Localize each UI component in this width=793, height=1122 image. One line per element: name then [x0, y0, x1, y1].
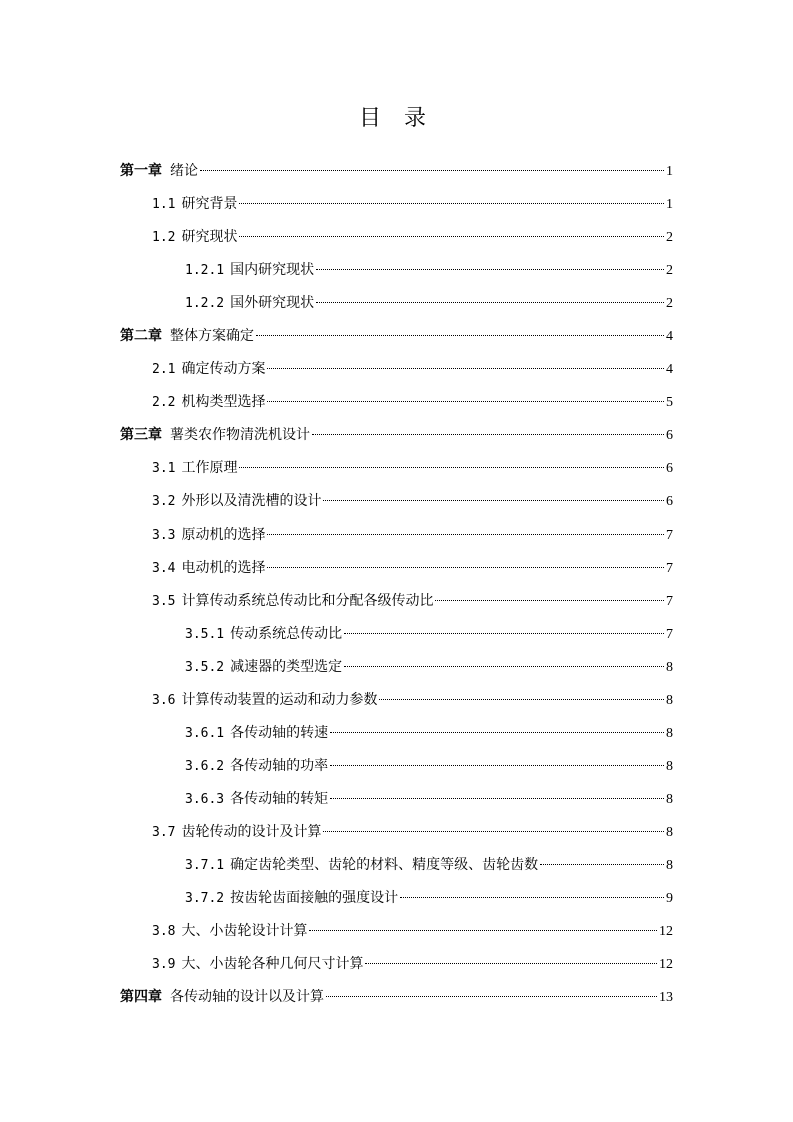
- dot-leader: [330, 765, 664, 766]
- toc-entry[interactable]: [120, 519, 673, 552]
- dot-leader: [267, 534, 664, 535]
- toc-entry-number: 3.6.3: [185, 791, 225, 807]
- dot-leader: [344, 633, 664, 634]
- toc-entry-number: 3.4: [152, 560, 176, 576]
- dot-leader: [267, 368, 664, 369]
- dot-leader: [239, 203, 664, 204]
- toc-entry-page-number: 6: [666, 461, 673, 477]
- toc-entry-page-number: 1: [666, 164, 673, 179]
- toc-entry-number: 3.7.2: [185, 891, 225, 907]
- toc-entry-page-number: 6: [666, 428, 673, 444]
- page-title: 目 录: [359, 106, 434, 131]
- toc-entry-title: 研究背景: [181, 196, 238, 213]
- toc-entry-title: 计算传动系统总传动比和分配各级传动比: [181, 592, 434, 609]
- toc-entry-number: 3.5: [152, 593, 176, 609]
- toc-entry-number: 1.2.2: [185, 296, 225, 312]
- toc-entry[interactable]: [120, 750, 673, 783]
- toc-entry-page-number: 13: [659, 990, 673, 1006]
- toc-entry-number: 3.5.1: [185, 626, 225, 642]
- dot-leader: [267, 401, 664, 402]
- toc-entry-title: 原动机的选择: [181, 526, 266, 543]
- toc-entry-page-number: 2: [666, 296, 673, 312]
- toc-entry-title: 齿轮传动的设计及计算: [181, 823, 322, 840]
- dot-leader: [316, 269, 664, 270]
- toc-entry-title: 按齿轮齿面接触的强度设计: [230, 890, 399, 907]
- toc-entry-title: 确定传动方案: [181, 361, 266, 378]
- toc-entry-title: 机构类型选择: [181, 394, 266, 411]
- toc-entry-number: 1.2.1: [185, 263, 225, 279]
- toc-entry-page-number: 1: [666, 197, 673, 213]
- dot-leader: [323, 500, 664, 501]
- toc-entry-page-number: 2: [666, 230, 673, 246]
- toc-entry-title: 确定齿轮类型、齿轮的材料、精度等级、齿轮齿数: [230, 856, 539, 873]
- toc-entry-title: 国内研究现状: [230, 262, 315, 279]
- toc-entry[interactable]: [120, 552, 673, 585]
- toc-entry[interactable]: [120, 981, 673, 1014]
- toc-entry-page-number: 8: [666, 725, 673, 741]
- toc-entry-page-number: 7: [666, 527, 673, 543]
- toc-entry-number: 3.6.2: [185, 758, 225, 774]
- toc-entry-page-number: 8: [666, 758, 673, 774]
- toc-entry-page-number: 8: [666, 857, 673, 873]
- dot-leader: [316, 302, 664, 303]
- toc-entry-number: 3.1: [152, 461, 176, 477]
- toc-entry-title: 研究现状: [181, 229, 238, 246]
- toc-entry-page-number: 8: [666, 692, 673, 708]
- toc-entry-page-number: 4: [666, 329, 673, 345]
- dot-leader: [309, 930, 657, 931]
- toc-entry-title: 各传动轴的转矩: [230, 790, 329, 807]
- toc-entry[interactable]: [120, 849, 673, 882]
- toc-entry-page-number: 8: [666, 824, 673, 840]
- toc-entry[interactable]: [120, 684, 673, 717]
- toc-entry[interactable]: [120, 717, 673, 750]
- dot-leader: [540, 864, 664, 865]
- toc-entry-title: 大、小齿轮设计计算: [181, 923, 308, 940]
- toc-entry[interactable]: [120, 915, 673, 948]
- toc-entry-number: 3.6.1: [185, 725, 225, 741]
- toc-entry-number: 2.2: [152, 395, 176, 411]
- toc-entry[interactable]: [120, 221, 673, 254]
- toc-entry-number: 1.2: [152, 230, 176, 246]
- toc-entry-page-number: 8: [666, 659, 673, 675]
- toc-entry[interactable]: [120, 618, 673, 651]
- toc-entry-page-number: 4: [666, 362, 673, 378]
- toc-entry-title: 各传动轴的设计以及计算: [170, 989, 324, 1006]
- dot-leader: [200, 170, 664, 171]
- toc-entry-number: 第二章: [120, 328, 162, 345]
- toc-entry-number: 3.3: [152, 527, 176, 543]
- dot-leader: [330, 732, 664, 733]
- dot-leader: [256, 335, 664, 336]
- toc-entry-page-number: 8: [666, 791, 673, 807]
- toc-entry[interactable]: [120, 783, 673, 816]
- dot-leader: [312, 434, 664, 435]
- toc-entry-number: 第一章: [120, 163, 162, 179]
- toc-entry[interactable]: [120, 651, 673, 684]
- toc-entry-number: 3.7: [152, 824, 176, 840]
- toc-entry-title: 外形以及清洗槽的设计: [181, 493, 322, 510]
- toc-entry-number: 第四章: [120, 989, 162, 1006]
- dot-leader: [344, 666, 664, 667]
- toc-entry-title: 传动系统总传动比: [230, 625, 343, 642]
- toc-entry-title: 计算传动装置的运动和动力参数: [181, 691, 378, 708]
- dot-leader: [239, 467, 664, 468]
- toc-entry-number: 3.2: [152, 494, 176, 510]
- toc-entry-page-number: 12: [659, 924, 673, 940]
- toc-entry-page-number: 7: [666, 593, 673, 609]
- toc-entry[interactable]: [120, 188, 673, 221]
- toc-entry-title: 减速器的类型选定: [230, 658, 343, 675]
- toc-entry[interactable]: [120, 386, 673, 419]
- toc-entry[interactable]: [120, 254, 673, 287]
- toc-entry[interactable]: [120, 816, 673, 849]
- toc-entry-page-number: 7: [666, 560, 673, 576]
- toc-entry-page-number: 12: [659, 957, 673, 973]
- toc-entry-title: 整体方案确定: [170, 328, 254, 345]
- toc-entry-number: 3.9: [152, 957, 176, 973]
- toc-entry[interactable]: [120, 452, 673, 485]
- toc-entry[interactable]: [120, 948, 673, 981]
- dot-leader: [435, 600, 664, 601]
- toc-entry-title: 各传动轴的转速: [230, 724, 329, 741]
- toc-entry[interactable]: [120, 882, 673, 915]
- toc-entry-page-number: 6: [666, 494, 673, 510]
- table-of-contents: [120, 155, 673, 1014]
- toc-entry[interactable]: [120, 419, 673, 452]
- toc-entry[interactable]: [120, 585, 673, 618]
- toc-entry-page-number: 7: [666, 626, 673, 642]
- toc-entry[interactable]: [120, 353, 673, 386]
- toc-entry[interactable]: [120, 320, 673, 353]
- dot-leader: [326, 996, 657, 997]
- toc-entry-number: 3.6: [152, 692, 176, 708]
- toc-entry[interactable]: [120, 155, 673, 188]
- toc-entry-title: 工作原理: [181, 460, 238, 477]
- toc-entry-page-number: 9: [666, 891, 673, 907]
- dot-leader: [239, 236, 664, 237]
- toc-entry[interactable]: [120, 287, 673, 320]
- dot-leader: [379, 699, 664, 700]
- toc-entry-number: 3.5.2: [185, 659, 225, 675]
- toc-entry-number: 2.1: [152, 362, 176, 378]
- toc-entry-number: 第三章: [120, 427, 162, 444]
- dot-leader: [323, 831, 664, 832]
- dot-leader: [330, 798, 664, 799]
- toc-entry-page-number: 5: [666, 395, 673, 411]
- toc-entry-number: 3.8: [152, 924, 176, 940]
- toc-entry-title: 国外研究现状: [230, 295, 315, 312]
- toc-entry-number: 3.7.1: [185, 857, 225, 873]
- toc-entry-title: 薯类农作物清洗机设计: [170, 427, 310, 444]
- toc-entry-title: 大、小齿轮各种几何尺寸计算: [181, 956, 364, 973]
- toc-entry-title: 各传动轴的功率: [230, 757, 329, 774]
- dot-leader: [400, 897, 664, 898]
- toc-entry-number: 1.1: [152, 197, 176, 213]
- toc-entry-title: 绪论: [170, 163, 198, 179]
- toc-entry[interactable]: [120, 485, 673, 518]
- toc-entry-title: 电动机的选择: [181, 559, 266, 576]
- dot-leader: [365, 963, 657, 964]
- dot-leader: [267, 567, 664, 568]
- toc-entry-page-number: 2: [666, 263, 673, 279]
